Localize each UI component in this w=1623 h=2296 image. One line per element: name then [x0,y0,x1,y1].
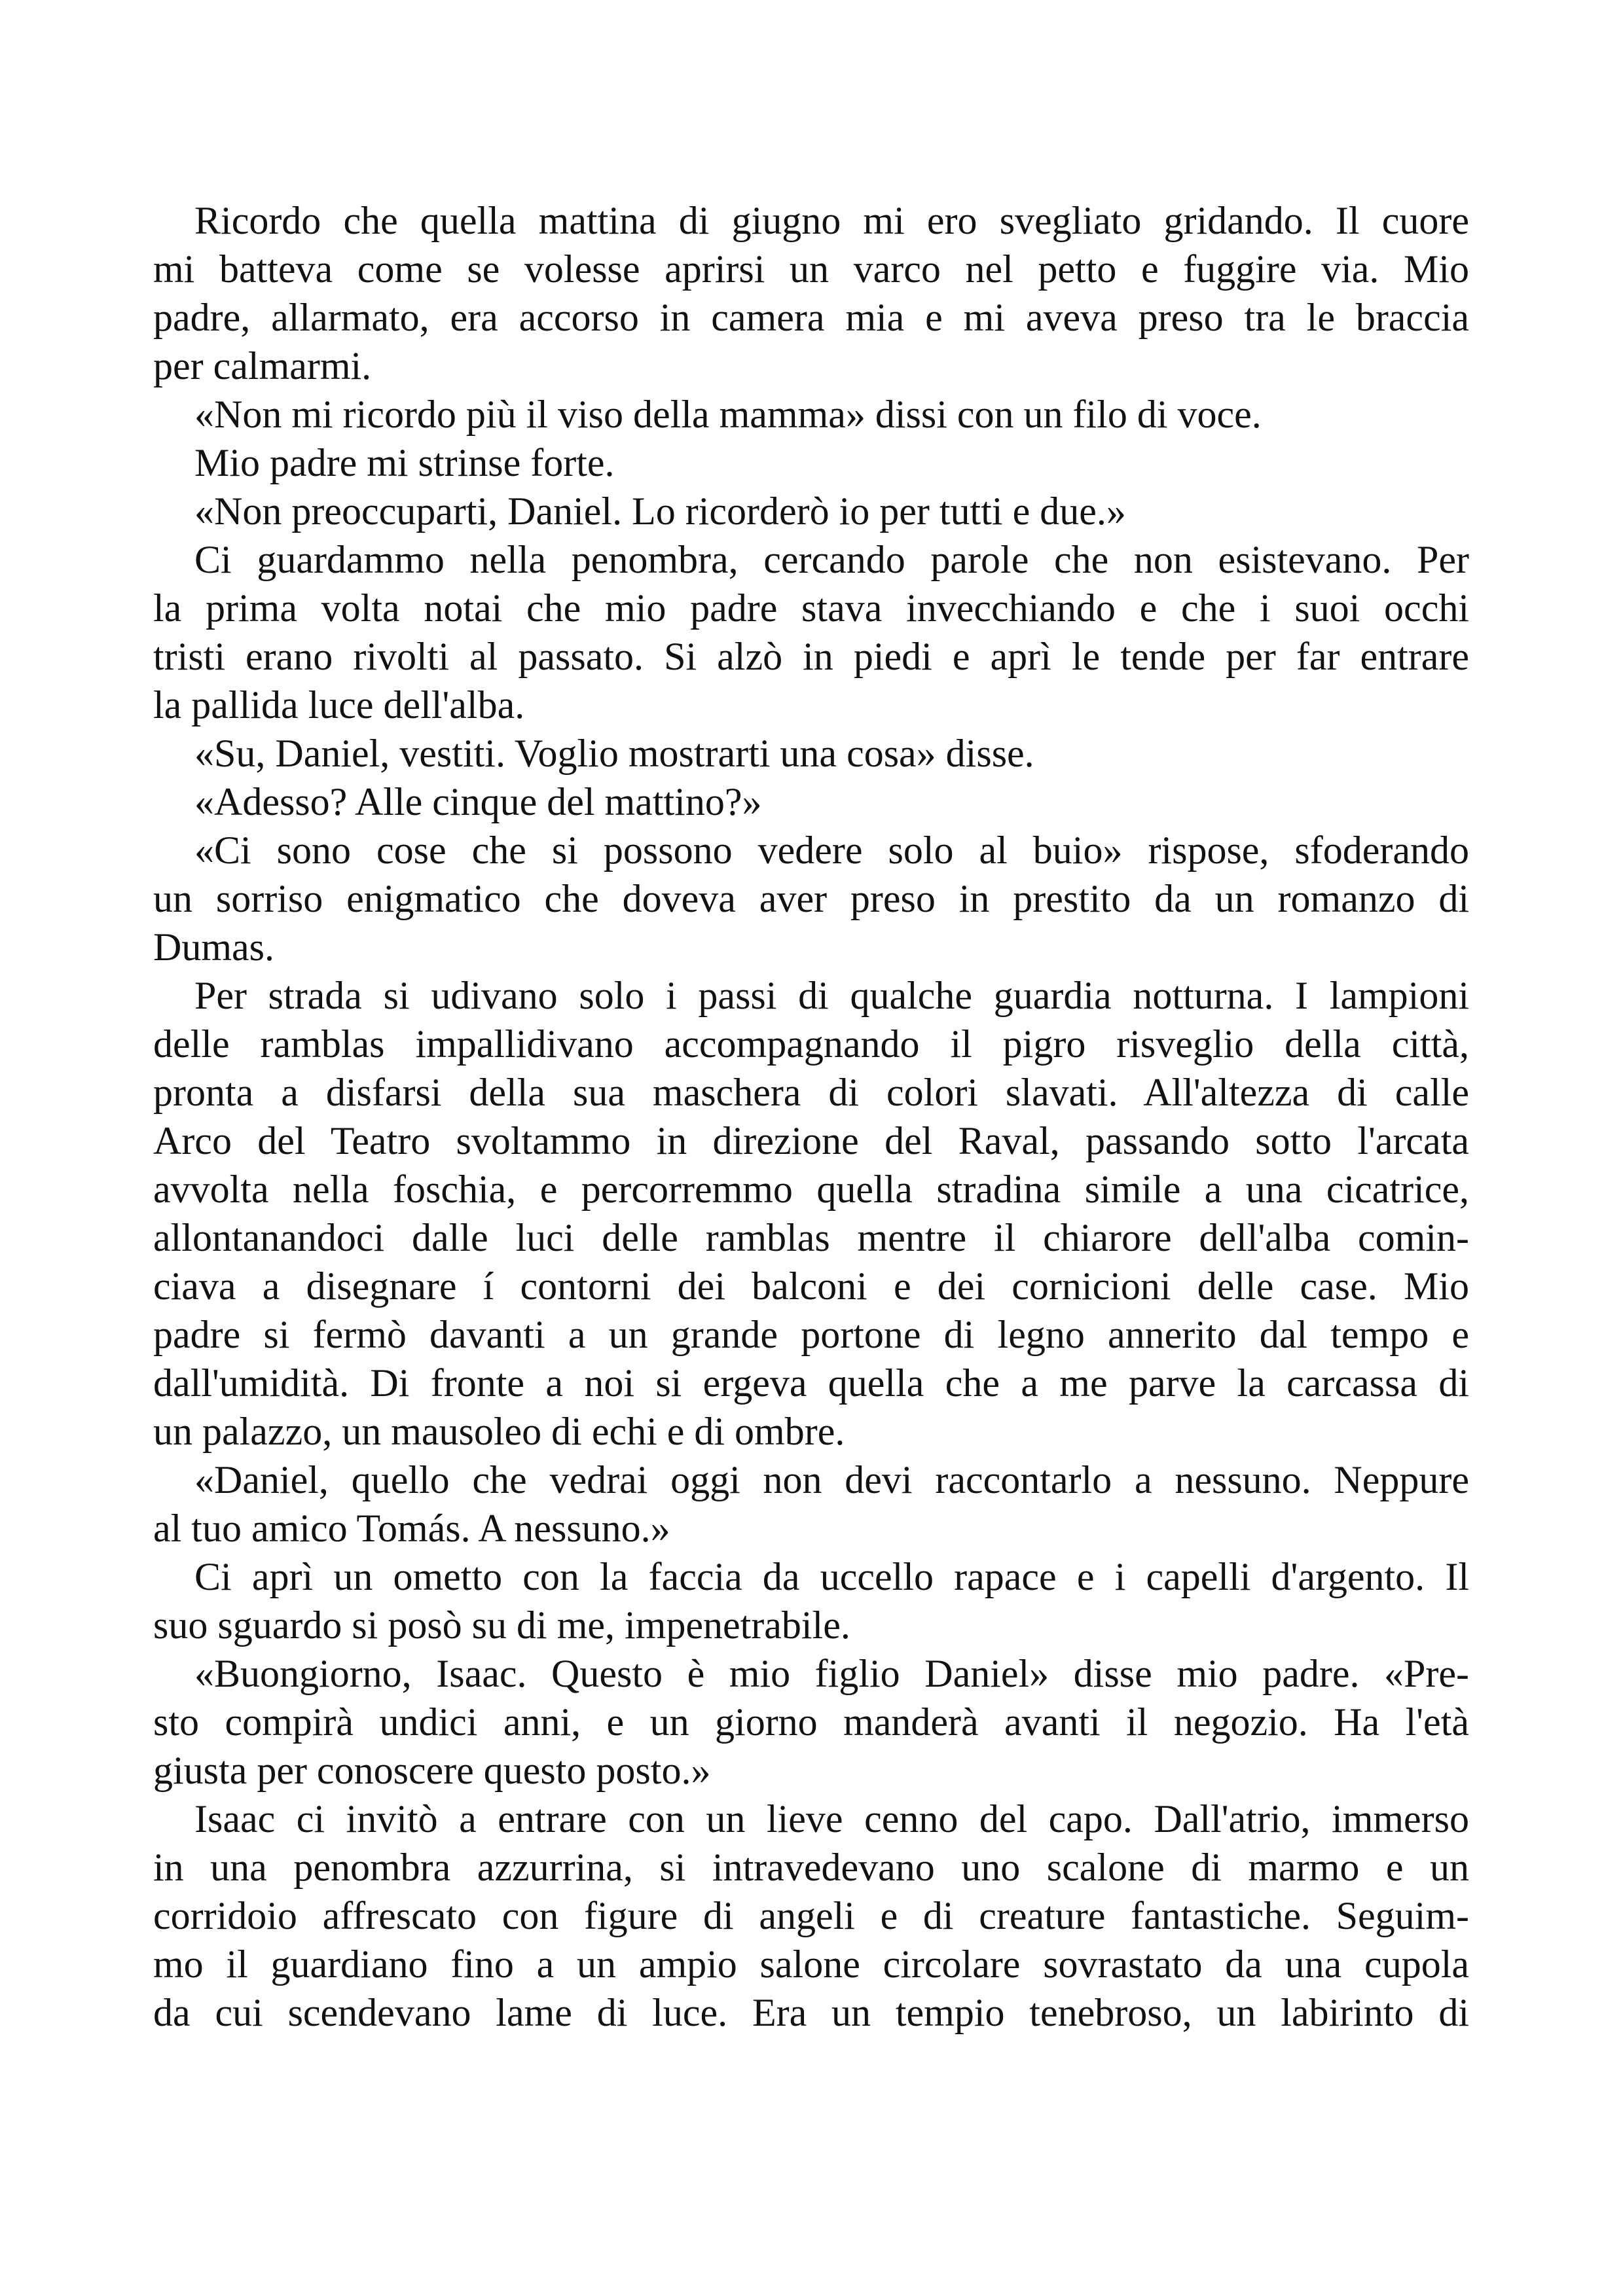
text-line: pronta a disfarsi della sua maschera di colori slavati. All'altezza di calle [153,1071,1469,1114]
paragraph [153,439,1469,487]
text-line: dall'umidità. Di fronte a noi si ergeva quella che a me parve la carcassa di [153,1361,1469,1405]
text-line: avvolta nella foschia, e percorremmo quella stradina simile a una cicatrice, [153,1168,1469,1211]
paragraph [153,390,1469,439]
text-line: Arco del Teatro svoltammo in direzione del Raval, passando sotto l'arcata [153,1119,1469,1162]
text-line: «Buongiorno, Isaac. Questo è mio figlio Daniel» disse mio padre. «Pre- [194,1652,1469,1695]
paragraph [153,1456,1469,1552]
text-line: la pallida luce dell'alba. [153,683,525,726]
text-line: corridoio affrescato con figure di angeli e di creature fantastiche. Seguim- [153,1894,1469,1937]
paragraph [153,1649,1469,1795]
paragraph [153,729,1469,778]
text-line: «Non preoccuparti, Daniel. Lo ricorderò io per tutti e due.» [194,490,1126,533]
text-line: sto compirà undici anni, e un giorno manderà avanti il negozio. Ha l'età [153,1700,1469,1744]
text-line: mi batteva come se volesse aprirsi un varco nel petto e fuggire via. Mio [153,247,1469,291]
text-line: per calmarmi. [153,344,372,387]
text-line: Ci aprì un ometto con la faccia da uccello rapace e i capelli d'argento. Il [194,1555,1469,1598]
paragraph [153,535,1469,729]
paragraph [153,487,1469,535]
text-line: la prima volta notai che mio padre stava invecchiando e che i suoi occhi [153,586,1469,630]
paragraph [153,826,1469,971]
text-line: in una penombra azzurrina, si intravedevano uno scalone di marmo e un [153,1846,1469,1889]
text-line: «Daniel, quello che vedrai oggi non devi raccontarlo a nessuno. Neppure [194,1458,1469,1501]
paragraph [153,1552,1469,1649]
paragraph [153,778,1469,826]
paragraph [153,196,1469,390]
text-line: padre, allarmato, era accorso in camera mia e mi aveva preso tra le braccia [153,296,1469,339]
text-line: «Su, Daniel, vestiti. Voglio mostrarti una cosa» disse. [194,732,1034,775]
text-line: Mio padre mi strinse forte. [194,441,615,484]
text-line: un sorriso enigmatico che doveva aver preso in prestito da un romanzo di [153,877,1469,920]
book-page-text [153,196,1469,2037]
text-line: Ci guardammo nella penombra, cercando parole che non esistevano. Per [194,538,1469,581]
paragraph [153,971,1469,1456]
text-line: Per strada si udivano solo i passi di qualche guardia notturna. I lampioni [194,974,1469,1017]
paragraph [153,1795,1469,2037]
text-line: al tuo amico Tomás. A nessuno.» [153,1507,670,1550]
text-line: mo il guardiano fino a un ampio salone circolare sovrastato da una cupola [153,1943,1469,1986]
text-line: Ricordo che quella mattina di giugno mi ero svegliato gridando. Il cuore [194,199,1469,242]
text-line: da cui scendevano lame di luce. Era un tempio tenebroso, un labirinto di [153,1991,1469,2034]
text-line: ciava a disegnare í contorni dei balconi e dei cornicioni delle case. Mio [153,1265,1469,1308]
text-line: allontanandoci dalle luci delle ramblas mentre il chiarore dell'alba comin- [153,1216,1469,1259]
text-line: tristi erano rivolti al passato. Si alzò in piedi e aprì le tende per far entrare [153,635,1469,678]
text-line: padre si fermò davanti a un grande portone di legno annerito dal tempo e [153,1313,1469,1356]
text-line: Isaac ci invitò a entrare con un lieve cenno del capo. Dall'atrio, immerso [194,1797,1469,1840]
text-line: Dumas. [153,925,274,969]
text-line: delle ramblas impallidivano accompagnando il pigro risveglio della città, [153,1022,1469,1066]
text-line: «Ci sono cose che si possono vedere solo al buio» rispose, sfoderando [194,829,1469,872]
text-line: «Non mi ricordo più il viso della mamma» dissi con un filo di voce. [194,393,1262,436]
text-line: suo sguardo si posò su di me, impenetrabile. [153,1604,850,1647]
text-line: giusta per conoscere questo posto.» [153,1749,711,1792]
text-line: un palazzo, un mausoleo di echi e di ombre. [153,1410,845,1453]
text-line: «Adesso? Alle cinque del mattino?» [194,780,762,823]
